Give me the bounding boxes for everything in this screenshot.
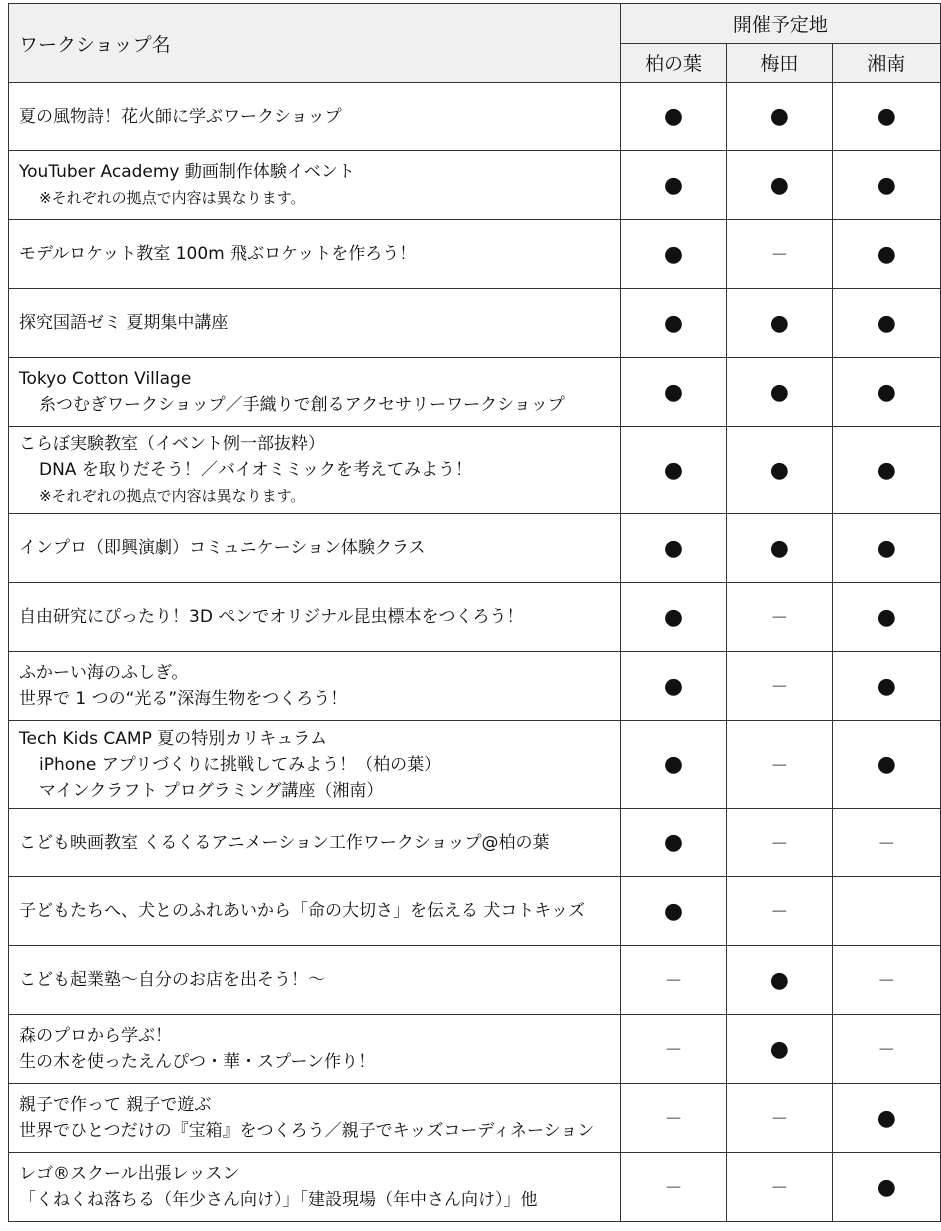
table-row (9, 877, 941, 946)
available-dot-icon: ● (769, 535, 789, 561)
availability-cell-umeda (727, 151, 832, 220)
available-dot-icon: ● (769, 1036, 789, 1062)
available-dot-icon: ● (876, 535, 896, 561)
available-dot-icon: ● (876, 673, 896, 699)
unavailable-dash-icon: － (664, 1178, 683, 1199)
header-venue-group: 開催予定地 (620, 4, 940, 44)
workshop-name-cell (9, 583, 621, 652)
availability-cell-shonan (832, 1153, 940, 1222)
workshop-name-line: 夏の風物詩！花火師に学ぶワークショップ (19, 106, 342, 127)
availability-cell-kashiwanoha (620, 514, 726, 583)
table-row (9, 1015, 941, 1084)
unavailable-dash-icon: － (877, 1040, 896, 1061)
available-dot-icon: ● (663, 604, 684, 630)
workshop-name-line: 世界で 1 つの“光る”深海生物をつくろう！ (19, 689, 348, 709)
workshop-name-cell (9, 809, 621, 877)
table-row (9, 721, 941, 809)
unavailable-dash-icon: － (877, 971, 896, 992)
availability-cell-kashiwanoha (620, 583, 726, 652)
available-dot-icon: ● (769, 310, 789, 336)
availability-cell-shonan (832, 83, 940, 151)
available-dot-icon: ● (769, 967, 789, 993)
availability-cell-shonan (832, 220, 940, 289)
availability-cell-shonan (832, 151, 940, 220)
availability-cell-shonan (832, 289, 940, 358)
workshop-name-line: こども起業塾～自分のお店を出そう！～ (19, 970, 325, 990)
workshop-name-line: ※それぞれの拠点で内容は異なります。 (39, 487, 306, 505)
workshop-name-line: DNA を取りだそう！／バイオミミックを考えてみよう！ (39, 460, 472, 480)
workshop-name-cell (9, 652, 621, 721)
availability-cell-umeda (727, 220, 832, 289)
table-row (9, 809, 941, 877)
workshop-name-cell (9, 946, 621, 1015)
availability-cell-shonan (832, 1084, 940, 1153)
available-dot-icon: ● (663, 457, 684, 483)
table-row (9, 583, 941, 652)
availability-cell-umeda (727, 946, 832, 1015)
availability-cell-kashiwanoha (620, 721, 726, 809)
available-dot-icon: ● (876, 379, 896, 405)
workshop-name-line: 自由研究にぴったり！3D ペンでオリジナル昆虫標本をつくろう！ (19, 607, 524, 627)
workshop-schedule-table-wrapper (8, 3, 941, 1222)
available-dot-icon: ● (663, 752, 684, 777)
table-row (9, 289, 941, 358)
unavailable-dash-icon: － (770, 608, 789, 629)
header-location-kashiwanoha: 柏の葉 (620, 43, 726, 83)
availability-cell-umeda (727, 721, 832, 809)
table-row (9, 358, 941, 427)
table-row (9, 83, 941, 151)
available-dot-icon: ● (663, 241, 684, 267)
availability-cell-shonan (832, 358, 940, 427)
workshop-name-line: こども映画教室 くるくるアニメーション工作ワークショップ@柏の葉 (19, 832, 550, 853)
table-body (9, 83, 941, 1222)
workshop-name-line: Tokyo Cotton Village (19, 369, 192, 389)
table-row (9, 652, 941, 721)
availability-cell-umeda (727, 652, 832, 721)
available-dot-icon: ● (663, 535, 684, 561)
workshop-schedule-table (8, 3, 941, 1222)
workshop-name-line: ※それぞれの拠点で内容は異なります。 (39, 189, 306, 207)
workshop-name-cell (9, 289, 621, 358)
table-row (9, 1153, 941, 1222)
unavailable-dash-icon: － (770, 677, 789, 698)
workshop-name-line: 森のプロから学ぶ！ (19, 1026, 172, 1046)
availability-cell-umeda (727, 83, 832, 151)
available-dot-icon: ● (876, 457, 896, 483)
availability-cell-umeda (727, 358, 832, 427)
available-dot-icon: ● (663, 830, 684, 855)
workshop-name-line: 糸つむぎワークショップ／手織りで創るアクセサリーワークショップ (39, 395, 565, 415)
availability-cell-shonan (832, 514, 940, 583)
available-dot-icon: ● (876, 310, 896, 336)
workshop-name-line: ふかーい海のふしぎ。 (19, 663, 189, 683)
unavailable-dash-icon: － (664, 1109, 683, 1130)
available-dot-icon: ● (876, 1105, 896, 1131)
table-row (9, 151, 941, 220)
unavailable-dash-icon: － (770, 755, 789, 777)
unavailable-dash-icon: － (664, 1040, 683, 1061)
workshop-name-line: レゴ®スクール出張レッスン (19, 1164, 240, 1184)
availability-cell-umeda (727, 809, 832, 877)
available-dot-icon: ● (663, 104, 684, 129)
availability-cell-kashiwanoha (620, 1084, 726, 1153)
availability-cell-shonan (832, 652, 940, 721)
available-dot-icon: ● (663, 673, 684, 699)
availability-cell-kashiwanoha (620, 877, 726, 946)
available-dot-icon: ● (663, 310, 684, 336)
table-row (9, 946, 941, 1015)
table-row (9, 427, 941, 514)
availability-cell-umeda (727, 583, 832, 652)
workshop-name-line: 親子で作って 親子で遊ぶ (19, 1095, 212, 1115)
availability-cell-kashiwanoha (620, 427, 726, 514)
availability-cell-umeda (727, 1153, 832, 1222)
workshop-name-line: マインクラフト プログラミング講座（湘南） (39, 780, 384, 801)
header-workshop-name: ワークショップ名 (9, 4, 621, 83)
unavailable-dash-icon: － (770, 902, 789, 923)
availability-cell-kashiwanoha (620, 1015, 726, 1084)
availability-cell-kashiwanoha (620, 289, 726, 358)
available-dot-icon: ● (876, 604, 896, 630)
availability-cell-umeda (727, 1084, 832, 1153)
workshop-name-line: 生の木を使ったえんぴつ・華・スプーン作り！ (19, 1052, 376, 1072)
header-location-shonan: 湘南 (832, 43, 940, 83)
workshop-name-cell (9, 1015, 621, 1084)
available-dot-icon: ● (769, 457, 789, 483)
unavailable-dash-icon: － (770, 1109, 789, 1130)
workshop-name-cell (9, 427, 621, 514)
workshop-name-line: モデルロケット教室 100m 飛ぶロケットを作ろう！ (19, 244, 417, 264)
workshop-name-cell (9, 220, 621, 289)
availability-cell-kashiwanoha (620, 652, 726, 721)
unavailable-dash-icon: － (770, 1178, 789, 1199)
workshop-name-cell (9, 83, 621, 151)
availability-cell-shonan (832, 583, 940, 652)
availability-cell-umeda (727, 877, 832, 946)
available-dot-icon: ● (663, 379, 684, 405)
availability-cell-kashiwanoha (620, 809, 726, 877)
availability-cell-kashiwanoha (620, 946, 726, 1015)
workshop-name-cell (9, 514, 621, 583)
workshop-name-line: 世界でひとつだけの『宝箱』をつくろう／親子でキッズコーディネーション (19, 1121, 595, 1141)
availability-cell-shonan (832, 1015, 940, 1084)
workshop-name-cell (9, 151, 621, 220)
workshop-name-cell (9, 721, 621, 809)
unavailable-dash-icon: － (664, 971, 683, 992)
availability-cell-umeda (727, 514, 832, 583)
availability-cell-kashiwanoha (620, 83, 726, 151)
available-dot-icon: ● (876, 752, 896, 777)
availability-cell-shonan (832, 721, 940, 809)
availability-cell-shonan (832, 427, 940, 514)
workshop-name-line: 探究国語ゼミ 夏期集中講座 (19, 313, 229, 333)
table-row (9, 1084, 941, 1153)
availability-cell-shonan (832, 809, 940, 877)
availability-cell-umeda (727, 1015, 832, 1084)
header-location-umeda: 梅田 (727, 43, 832, 83)
workshop-name-cell (9, 1153, 621, 1222)
available-dot-icon: ● (769, 379, 789, 405)
workshop-name-line: iPhone アプリづくりに挑戦してみよう！（柏の葉） (39, 754, 442, 775)
available-dot-icon: ● (876, 1174, 896, 1200)
workshop-name-line: インプロ（即興演劇）コミュニケーション体験クラス (19, 538, 426, 558)
workshop-name-line: Tech Kids CAMP 夏の特別カリキュラム (19, 728, 328, 749)
workshop-name-line: 子どもたちへ、犬とのふれあいから「命の大切さ」を伝える 犬コトキッズ (19, 901, 586, 921)
available-dot-icon: ● (663, 898, 684, 924)
table-row (9, 220, 941, 289)
unavailable-dash-icon: － (877, 833, 896, 855)
workshop-name-line: 「くねくね落ちる（年少さん向け）」「建設現場（年中さん向け）」他 (19, 1190, 538, 1210)
availability-cell-kashiwanoha (620, 151, 726, 220)
workshop-name-line: こらぼ実験教室（イベント例一部抜粋） (19, 434, 325, 454)
availability-cell-shonan (832, 877, 940, 946)
available-dot-icon: ● (769, 172, 789, 198)
table-row (9, 514, 941, 583)
availability-cell-umeda (727, 427, 832, 514)
availability-cell-kashiwanoha (620, 220, 726, 289)
workshop-name-cell (9, 1084, 621, 1153)
workshop-name-cell (9, 877, 621, 946)
workshop-name-line: YouTuber Academy 動画制作体験イベント (19, 162, 355, 182)
available-dot-icon: ● (876, 104, 896, 129)
workshop-name-cell (9, 358, 621, 427)
unavailable-dash-icon: － (770, 833, 789, 855)
available-dot-icon: ● (876, 172, 896, 198)
availability-cell-umeda (727, 289, 832, 358)
available-dot-icon: ● (876, 241, 896, 267)
availability-cell-kashiwanoha (620, 358, 726, 427)
available-dot-icon: ● (769, 104, 789, 129)
unavailable-dash-icon: － (770, 245, 789, 266)
available-dot-icon: ● (663, 172, 684, 198)
availability-cell-shonan (832, 946, 940, 1015)
availability-cell-kashiwanoha (620, 1153, 726, 1222)
